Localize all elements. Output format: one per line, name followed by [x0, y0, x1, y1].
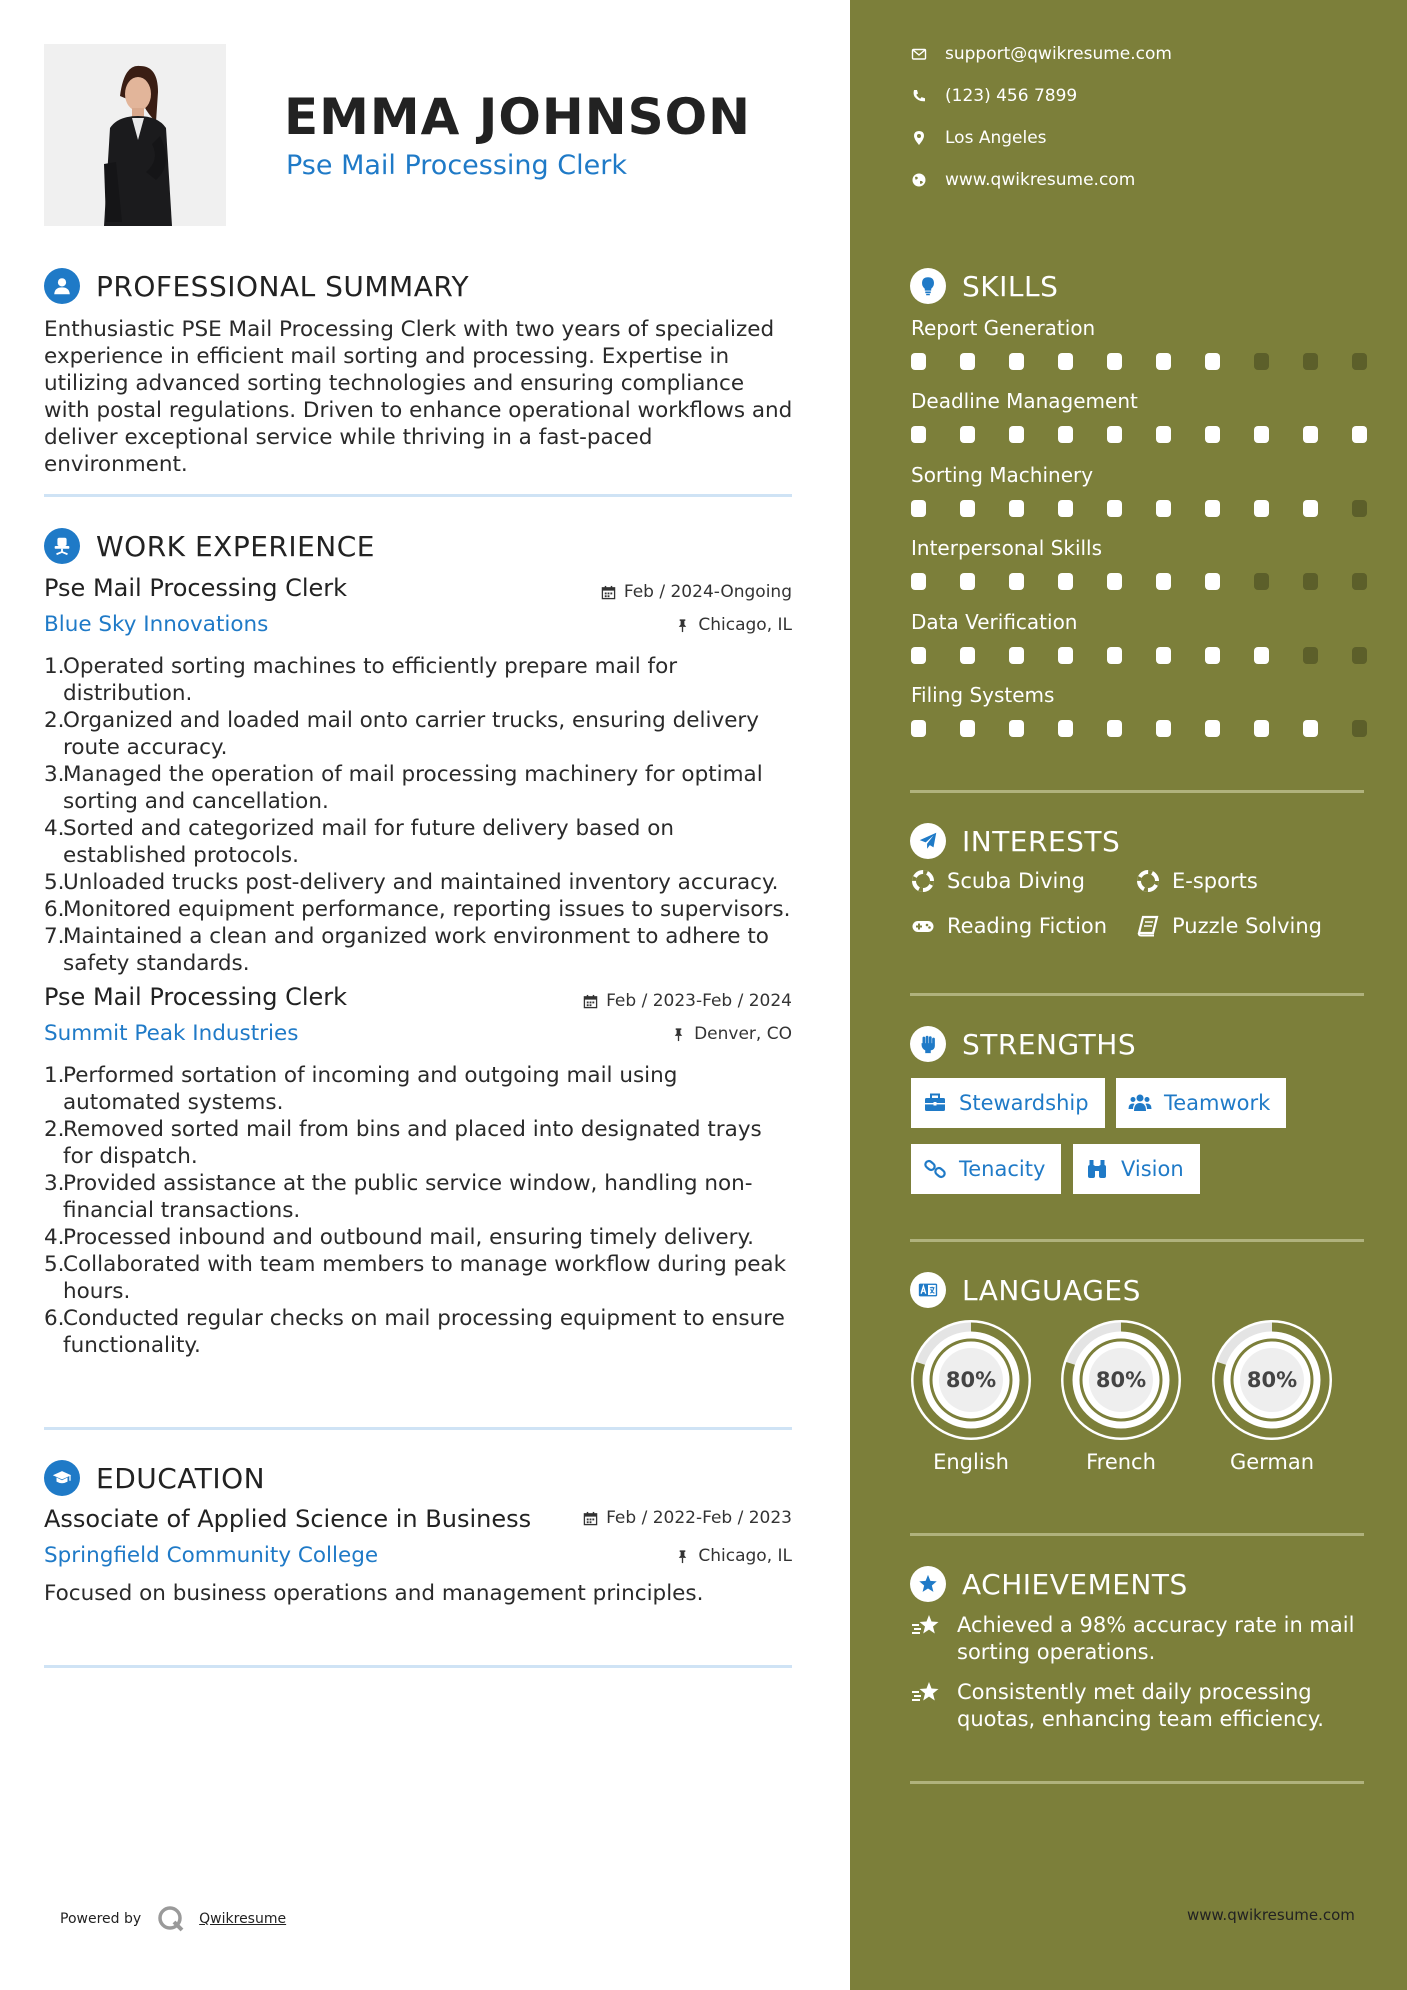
- skill-rating-dot: [1107, 426, 1122, 443]
- contact-location: Los Angeles: [911, 128, 1047, 148]
- skill-rating-dot: [1107, 647, 1122, 664]
- skill-rating-dot: [911, 426, 926, 443]
- education-heading: EDUCATION: [96, 1461, 266, 1495]
- skill-rating-dot: [1303, 720, 1318, 737]
- pushpin-icon: [671, 1027, 686, 1042]
- interest-item: Scuba Diving: [911, 869, 1085, 893]
- office-chair-icon: [44, 528, 80, 564]
- education-location: Chicago, IL: [675, 1546, 792, 1566]
- skill-rating-dot: [1352, 573, 1367, 590]
- language-percent: 80%: [945, 1368, 997, 1392]
- duty-item: 1. Performed sortation of incoming and outgoing mail using automated systems.: [44, 1063, 678, 1115]
- experience-section-header: [44, 528, 375, 564]
- skill-rating-dot: [1303, 573, 1318, 590]
- star-badge-icon: [910, 1566, 946, 1602]
- skill-rating-dot: [1009, 647, 1024, 664]
- contact-phone[interactable]: (123) 456 7899: [911, 86, 1077, 106]
- skill-rating-dot: [1156, 647, 1171, 664]
- skill-rating-dot: [960, 353, 975, 370]
- job-duties-list: [44, 653, 794, 977]
- summary-heading: PROFESSIONAL SUMMARY: [96, 269, 470, 303]
- skill-rating-dot: [1107, 353, 1122, 370]
- calendar-icon: [583, 1511, 598, 1526]
- skill-name: Sorting Machinery: [911, 462, 1094, 487]
- section-divider: [44, 1665, 792, 1668]
- envelope-icon: [911, 46, 927, 62]
- skill-rating-dot: [1352, 426, 1367, 443]
- job-date: Feb / 2023-Feb / 2024: [583, 991, 792, 1011]
- duty-item: 4. Processed inbound and outbound mail, ensuring timely delivery.: [44, 1225, 754, 1250]
- skill-rating-dot: [1009, 500, 1024, 517]
- duty-item: 6. Monitored equipment performance, reporting issues to supervisors.: [44, 897, 791, 922]
- skill-rating-dot: [911, 720, 926, 737]
- summary-text: Enthusiastic PSE Mail Processing Clerk with two years of specialized experience in efficient mail sorting and processing. Expertise in utilizing advanced sorting technologies and ensuring compliance with postal regulations. Driven to enhance operational workflows and deliver exceptional service while thriving in a fast-paced environment.: [44, 317, 793, 477]
- gamepad-icon: [911, 914, 935, 938]
- skill-name: Deadline Management: [911, 389, 1138, 414]
- skill-rating-dot: [960, 500, 975, 517]
- languages-heading: LANGUAGES: [962, 1273, 1141, 1307]
- achievement-item: Achieved a 98% accuracy rate in mail sorting operations.: [911, 1612, 1361, 1666]
- duty-item: 6. Conducted regular checks on mail processing equipment to ensure functionality.: [44, 1306, 785, 1358]
- job-company: Summit Peak Industries: [44, 1021, 299, 1046]
- skill-name: Report Generation: [911, 316, 1096, 340]
- skill-rating-dot: [1352, 353, 1367, 370]
- duty-item: 5. Collaborated with team members to manage workflow during peak hours.: [44, 1252, 787, 1304]
- section-divider: [44, 494, 792, 497]
- section-divider: [44, 1427, 792, 1430]
- language-name: French: [1086, 1450, 1156, 1474]
- summary-section-header: [44, 268, 469, 304]
- job-role: Pse Mail Processing Clerk: [44, 983, 348, 1011]
- skill-rating-dot: [1156, 426, 1171, 443]
- achievements-heading: ACHIEVEMENTS: [962, 1567, 1188, 1601]
- user-icon: [44, 268, 80, 304]
- skill-rating-dot: [1205, 573, 1220, 590]
- skill-rating-dot: [1205, 500, 1220, 517]
- skill-name: Interpersonal Skills: [911, 536, 1103, 561]
- education-degree: Associate of Applied Science in Business: [44, 1505, 532, 1533]
- qwikresume-link[interactable]: Qwikresume: [199, 1911, 287, 1927]
- interest-item: E-sports: [1136, 869, 1258, 893]
- languages-section-header: [910, 1272, 1141, 1308]
- pushpin-icon: [675, 618, 690, 633]
- language-percent: 80%: [1095, 1368, 1147, 1392]
- job-role: Pse Mail Processing Clerk: [44, 574, 348, 602]
- calendar-icon: [583, 994, 598, 1009]
- skill-rating-dot: [911, 573, 926, 590]
- powered-by: Powered by Qwikresume: [60, 1905, 286, 1933]
- footer-website[interactable]: www.qwikresume.com: [1187, 1906, 1355, 1924]
- skill-rating: [911, 720, 1365, 738]
- skill-name: Filing Systems: [911, 683, 1055, 707]
- interest-item: Reading Fiction: [911, 914, 1107, 938]
- duty-item: 2. Organized and loaded mail onto carrier trucks, ensuring delivery route accuracy.: [44, 708, 759, 760]
- skill-rating-dot: [1352, 720, 1367, 737]
- contact-website[interactable]: www.qwikresume.com: [911, 170, 1135, 190]
- candidate-title: Pse Mail Processing Clerk: [286, 150, 627, 181]
- skill-rating-dot: [1156, 500, 1171, 517]
- skill-rating-dot: [1009, 426, 1024, 443]
- contact-email[interactable]: support@qwikresume.com: [911, 44, 1172, 64]
- interests-section-header: [910, 823, 1120, 859]
- skill-rating-dot: [1254, 353, 1269, 370]
- skill-rating-dot: [911, 647, 926, 664]
- strengths-section-header: [910, 1026, 1136, 1062]
- briefcase-icon: [923, 1091, 947, 1115]
- strength-tag: Stewardship: [911, 1078, 1105, 1128]
- section-divider: [910, 1239, 1364, 1242]
- duty-item: 2. Removed sorted mail from bins and placed into designated trays for dispatch.: [44, 1117, 762, 1169]
- skill-rating-dot: [1107, 720, 1122, 737]
- skill-rating-dot: [911, 500, 926, 517]
- language-item: [1210, 1318, 1334, 1474]
- language-item: [1059, 1318, 1183, 1474]
- language-progress-ring: [909, 1318, 1033, 1442]
- experience-heading: WORK EXPERIENCE: [96, 529, 375, 563]
- duty-item: 3. Provided assistance at the public service window, handling non-financial transactions.: [44, 1171, 753, 1223]
- shooting-star-icon: [911, 1680, 941, 1708]
- skill-rating-dot: [1303, 353, 1318, 370]
- translate-icon: [910, 1272, 946, 1308]
- language-name: German: [1229, 1450, 1315, 1474]
- skill-rating-dot: [1254, 426, 1269, 443]
- section-divider: [910, 1781, 1364, 1784]
- strength-tag: Vision: [1073, 1144, 1200, 1194]
- skills-heading: SKILLS: [962, 269, 1059, 303]
- language-name: English: [933, 1450, 1009, 1474]
- skill-name: Data Verification: [911, 609, 1078, 634]
- skill-rating-dot: [1156, 573, 1171, 590]
- job-location: Chicago, IL: [675, 615, 792, 635]
- skill-rating-dot: [1009, 720, 1024, 737]
- skill-rating-dot: [1205, 353, 1220, 370]
- section-divider: [910, 993, 1364, 996]
- skill-rating-dot: [1009, 573, 1024, 590]
- job-date: Feb / 2024-Ongoing: [601, 582, 792, 602]
- skills-section-header: [910, 268, 1058, 304]
- duty-item: 1. Operated sorting machines to efficiently prepare mail for distribution.: [44, 654, 678, 706]
- skill-rating-dot: [1254, 720, 1269, 737]
- skill-rating-dot: [1303, 647, 1318, 664]
- skill-rating-dot: [911, 353, 926, 370]
- shooting-star-icon: [911, 1613, 941, 1641]
- strength-tag: Tenacity: [911, 1144, 1061, 1194]
- skill-rating: [911, 647, 1365, 665]
- life-ring-icon: [911, 869, 935, 893]
- skill-rating-dot: [1107, 500, 1122, 517]
- life-ring-icon: [1136, 869, 1160, 893]
- strengths-heading: STRENGTHS: [962, 1027, 1137, 1061]
- book-icon: [1136, 914, 1160, 938]
- skill-rating-dot: [1009, 353, 1024, 370]
- candidate-name: EMMA JOHNSON: [284, 88, 751, 146]
- skill-rating-dot: [1352, 500, 1367, 517]
- skill-rating-dot: [1352, 647, 1367, 664]
- duty-item: 7. Maintained a clean and organized work environment to adhere to safety standards.: [44, 924, 769, 976]
- skill-rating-dot: [1156, 353, 1171, 370]
- skill-rating-dot: [1205, 720, 1220, 737]
- skill-rating-dot: [1303, 500, 1318, 517]
- lightbulb-icon: [910, 268, 946, 304]
- language-item: [909, 1318, 1033, 1474]
- skill-rating: [911, 353, 1365, 371]
- skill-rating-dot: [1107, 573, 1122, 590]
- education-description: Focused on business operations and management principles.: [44, 1581, 704, 1606]
- raised-fist-icon: [910, 1026, 946, 1062]
- education-section-header: [44, 1460, 265, 1496]
- skill-rating-dot: [960, 573, 975, 590]
- language-percent: 80%: [1246, 1368, 1298, 1392]
- map-marker-icon: [911, 130, 927, 146]
- achievements-section-header: [910, 1566, 1188, 1602]
- paper-plane-icon: [910, 823, 946, 859]
- users-icon: [1128, 1091, 1152, 1115]
- achievement-item: Consistently met daily processing quotas, enhancing team efficiency.: [911, 1679, 1361, 1733]
- pushpin-icon: [675, 1549, 690, 1564]
- skill-rating: [911, 573, 1365, 591]
- duty-item: 3. Managed the operation of mail processing machinery for optimal sorting and cancellation.: [44, 762, 763, 814]
- skill-rating-dot: [1058, 720, 1073, 737]
- skill-rating: [911, 426, 1365, 444]
- skill-rating-dot: [1058, 426, 1073, 443]
- calendar-icon: [601, 585, 616, 600]
- interests-heading: INTERESTS: [962, 824, 1121, 858]
- skill-rating-dot: [960, 647, 975, 664]
- section-divider: [910, 1533, 1364, 1536]
- skill-rating-dot: [1254, 573, 1269, 590]
- skill-rating-dot: [1156, 720, 1171, 737]
- education-school: Springfield Community College: [44, 1543, 379, 1568]
- job-company: Blue Sky Innovations: [44, 612, 269, 637]
- skill-rating-dot: [960, 426, 975, 443]
- interest-item: Puzzle Solving: [1136, 914, 1322, 938]
- skill-rating-dot: [1058, 500, 1073, 517]
- duty-item: 5. Unloaded trucks post-delivery and maintained inventory accuracy.: [44, 870, 779, 895]
- skill-rating-dot: [1254, 647, 1269, 664]
- skill-rating-dot: [960, 720, 975, 737]
- strength-tag: Teamwork: [1116, 1078, 1286, 1128]
- skill-rating: [911, 500, 1365, 518]
- skill-rating-dot: [1205, 647, 1220, 664]
- binoculars-icon: [1085, 1157, 1109, 1181]
- job-duties-list: [44, 1062, 794, 1359]
- link-icon: [923, 1157, 947, 1181]
- language-progress-ring: [1210, 1318, 1334, 1442]
- section-divider: [910, 790, 1364, 793]
- skill-rating-dot: [1303, 426, 1318, 443]
- phone-icon: [911, 88, 927, 104]
- job-location: Denver, CO: [671, 1024, 792, 1044]
- skill-rating-dot: [1058, 353, 1073, 370]
- duty-item: 4. Sorted and categorized mail for future delivery based on established protocols.: [44, 816, 674, 868]
- skill-rating-dot: [1205, 426, 1220, 443]
- education-date: Feb / 2022-Feb / 2023: [583, 1508, 792, 1528]
- skill-rating-dot: [1058, 647, 1073, 664]
- skill-rating-dot: [1254, 500, 1269, 517]
- globe-icon: [911, 172, 927, 188]
- qwikresume-logo-icon: [157, 1905, 185, 1933]
- skill-rating-dot: [1058, 573, 1073, 590]
- language-progress-ring: [1059, 1318, 1183, 1442]
- graduation-cap-icon: [44, 1460, 80, 1496]
- profile-photo: [44, 44, 226, 226]
